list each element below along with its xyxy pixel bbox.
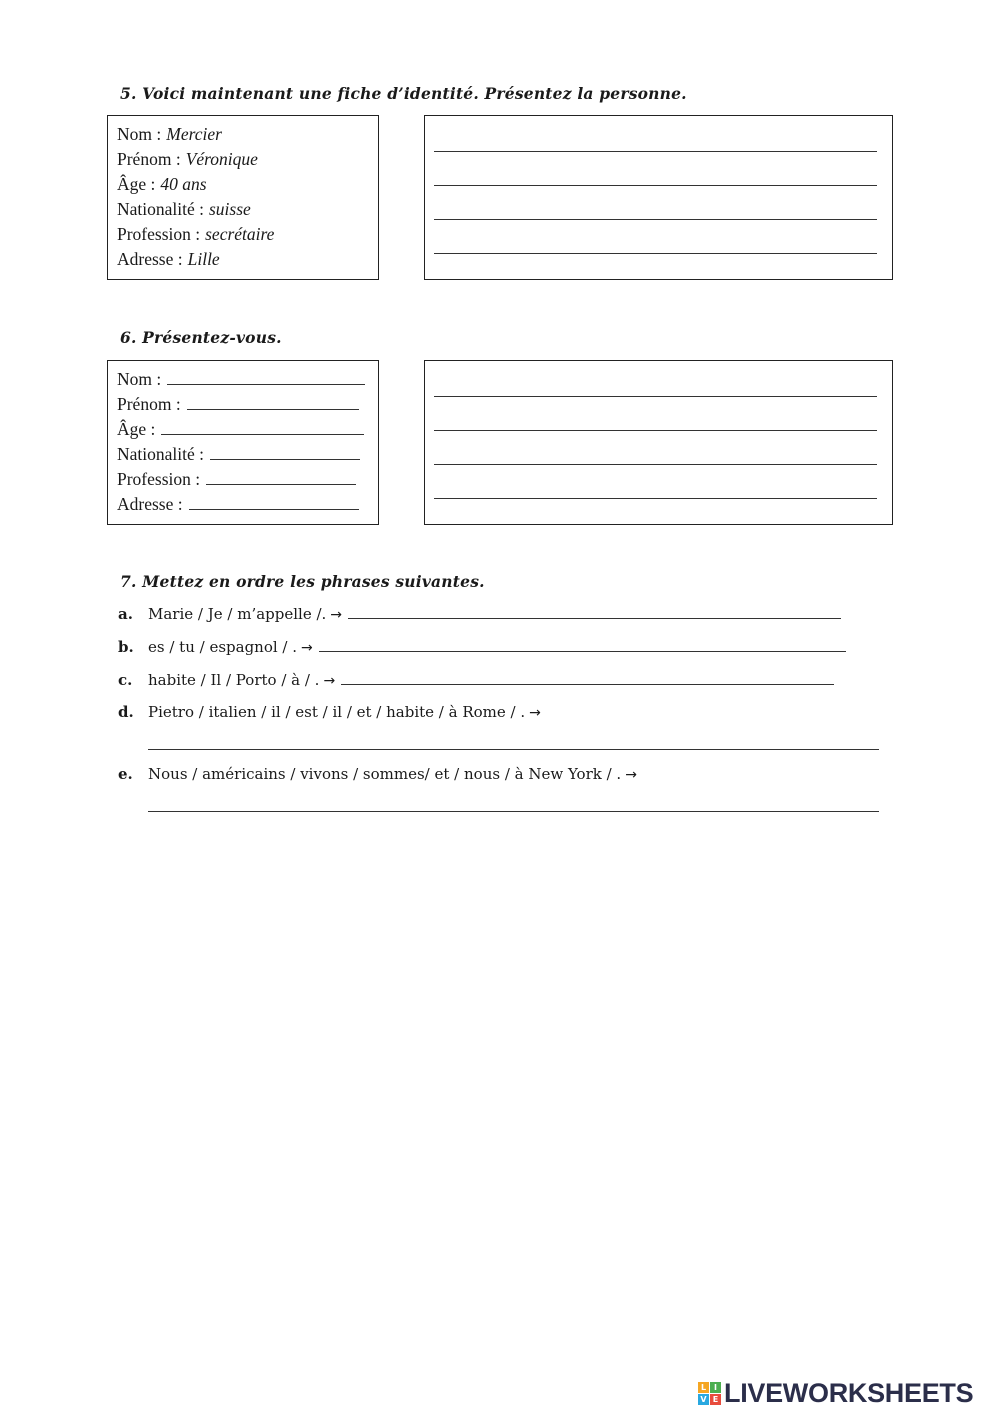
answer-box-6[interactable] xyxy=(424,360,893,525)
identity-card xyxy=(107,115,379,280)
field-age: Âge : 40 ans xyxy=(117,174,207,194)
exercise-item-b: b. es / tu / espagnol / . → xyxy=(118,637,846,656)
field-profession[interactable]: Profession : xyxy=(117,467,378,492)
field-nom: Nom : Mercier xyxy=(117,124,222,144)
field-nationalite: Nationalité : suisse xyxy=(117,199,251,219)
answer-line[interactable] xyxy=(148,811,879,812)
answer-line[interactable] xyxy=(319,637,846,652)
logo-text: LIVEWORKSHEETS xyxy=(724,1378,974,1408)
self-identity-card xyxy=(107,360,379,525)
section-5-heading: 5. Voici maintenant une fiche d’identité. Présentez la personne. xyxy=(120,84,687,103)
answer-line[interactable] xyxy=(434,219,877,220)
answer-line[interactable] xyxy=(434,464,877,465)
field-nationalite[interactable]: Nationalité : xyxy=(117,442,378,467)
answer-line[interactable] xyxy=(434,253,877,254)
arrow-right-icon: → xyxy=(625,767,637,783)
answer-box-5[interactable] xyxy=(424,115,893,280)
answer-line[interactable] xyxy=(341,670,834,685)
answer-line[interactable] xyxy=(434,498,877,499)
answer-line[interactable] xyxy=(148,749,879,750)
arrow-right-icon: → xyxy=(529,705,541,721)
field-prenom[interactable]: Prénom : xyxy=(117,392,378,417)
field-prenom: Prénom : Véronique xyxy=(117,149,258,169)
answer-line[interactable] xyxy=(434,151,877,152)
arrow-right-icon: → xyxy=(323,673,336,689)
answer-line[interactable] xyxy=(434,185,877,186)
field-profession: Profession : secrétaire xyxy=(117,224,275,244)
answer-line[interactable] xyxy=(348,604,841,619)
answer-line[interactable] xyxy=(434,430,877,431)
exercise-item-c: c. habite / Il / Porto / à / . → xyxy=(118,670,834,689)
field-nom[interactable]: Nom : xyxy=(117,367,378,392)
exercise-item-a: a. Marie / Je / m’appelle /. → xyxy=(118,604,841,623)
exercise-item-e: e. Nous / américains / vivons / sommes/ et / nous / à New York / . → xyxy=(118,765,637,783)
answer-line[interactable] xyxy=(434,396,877,397)
arrow-right-icon: → xyxy=(330,607,343,623)
field-age[interactable]: Âge : xyxy=(117,417,378,442)
section-6-heading: 6. Présentez-vous. xyxy=(120,328,282,347)
liveworksheets-logo xyxy=(698,1378,973,1409)
section-7-heading: 7. Mettez en ordre les phrases suivantes. xyxy=(120,572,485,591)
arrow-right-icon: → xyxy=(301,640,313,656)
field-adresse[interactable]: Adresse : xyxy=(117,492,378,517)
exercise-item-d: d. Pietro / italien / il / est / il / et / habite / à Rome / . → xyxy=(118,703,541,721)
logo-mark-icon: L I V E xyxy=(698,1382,721,1405)
field-adresse: Adresse : Lille xyxy=(117,249,220,269)
